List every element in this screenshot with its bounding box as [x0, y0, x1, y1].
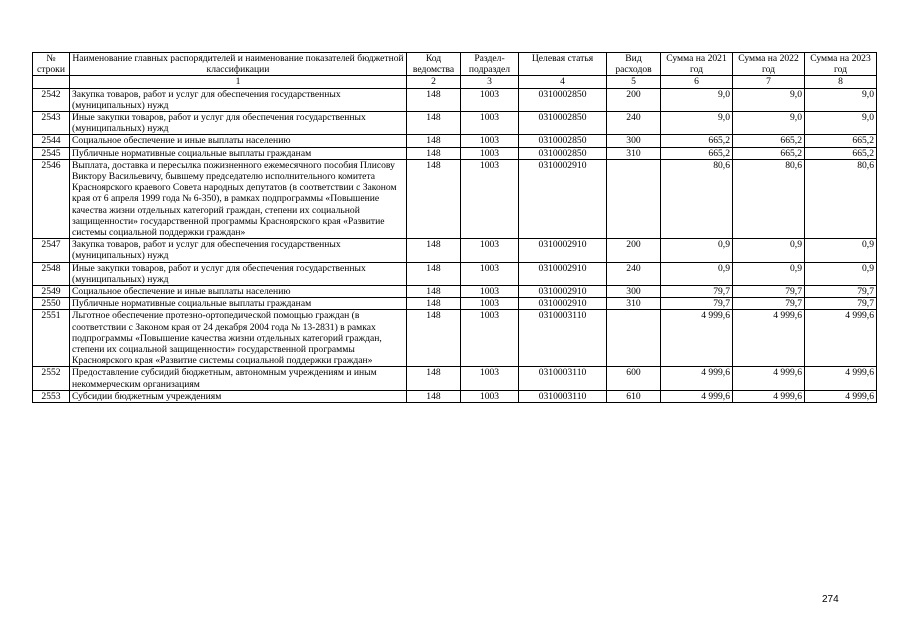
row-name-cell: Иные закупки товаров, работ и услуг для обеспечения государственных (муниципальных) нужд	[70, 262, 407, 285]
sum-2023-cell: 9,0	[805, 112, 877, 135]
sum-2023-cell: 0,9	[805, 239, 877, 262]
header-sum-2022: Сумма на 2022 год	[733, 53, 805, 76]
sum-2021-cell: 9,0	[661, 88, 733, 111]
target-article-cell: 0310002850	[519, 88, 607, 111]
department-code-cell: 148	[407, 298, 461, 310]
row-name-cell: Публичные нормативные социальные выплаты гражданам	[70, 147, 407, 159]
department-code-cell: 148	[407, 262, 461, 285]
sum-2022-cell: 0,9	[733, 262, 805, 285]
header-row-number: № строки	[33, 53, 70, 76]
sum-2022-cell: 79,7	[733, 298, 805, 310]
row-number-cell: 2548	[33, 262, 70, 285]
sum-2023-cell: 665,2	[805, 135, 877, 147]
sum-2022-cell: 79,7	[733, 286, 805, 298]
section-cell: 1003	[461, 239, 519, 262]
row-number-cell: 2550	[33, 298, 70, 310]
expense-type-cell: 300	[607, 135, 661, 147]
header-expense-type: Вид расходов	[607, 53, 661, 76]
sum-2022-cell: 0,9	[733, 239, 805, 262]
row-number-cell: 2542	[33, 88, 70, 111]
header-sum-2021: Сумма на 2021 год	[661, 53, 733, 76]
section-cell: 1003	[461, 367, 519, 390]
expense-type-cell: 300	[607, 286, 661, 298]
sum-2021-cell: 665,2	[661, 147, 733, 159]
expense-type-cell: 240	[607, 112, 661, 135]
table-row	[33, 262, 877, 285]
row-name-cell: Закупка товаров, работ и услуг для обеспечения государственных (муниципальных) нужд	[70, 88, 407, 111]
expense-type-cell	[607, 159, 661, 238]
table-row	[33, 310, 877, 367]
target-article-cell: 0310003110	[519, 367, 607, 390]
row-number-cell: 2544	[33, 135, 70, 147]
row-number-cell: 2551	[33, 310, 70, 367]
section-cell: 1003	[461, 298, 519, 310]
row-number-cell: 2543	[33, 112, 70, 135]
row-name-cell: Иные закупки товаров, работ и услуг для обеспечения государственных (муниципальных) нужд	[70, 112, 407, 135]
header-department-code: Код ведомства	[407, 53, 461, 76]
table-body	[33, 88, 877, 402]
sum-2022-cell: 4 999,6	[733, 310, 805, 367]
column-number	[33, 76, 70, 88]
section-cell: 1003	[461, 286, 519, 298]
column-number: 2	[407, 76, 461, 88]
header-section: Раздел-подраздел	[461, 53, 519, 76]
section-cell: 1003	[461, 135, 519, 147]
column-number: 3	[461, 76, 519, 88]
budget-table	[32, 52, 877, 403]
section-cell: 1003	[461, 112, 519, 135]
column-number: 5	[607, 76, 661, 88]
target-article-cell: 0310002910	[519, 159, 607, 238]
sum-2021-cell: 80,6	[661, 159, 733, 238]
column-number: 6	[661, 76, 733, 88]
row-number-cell: 2545	[33, 147, 70, 159]
row-name-cell: Льготное обеспечение протезно-ортопедической помощью граждан (в соответствии с Законом края от 24 декабря 2004 года № 13-2831) в рамках подпрограммы «Повышение качества жизни отдельных категорий граждан, степени их социальной защищенности» государственной программы Красноярского края «Развитие системы социальной поддержки граждан»	[70, 310, 407, 367]
row-number-cell: 2552	[33, 367, 70, 390]
target-article-cell: 0310002910	[519, 239, 607, 262]
sum-2022-cell: 665,2	[733, 135, 805, 147]
sum-2023-cell: 79,7	[805, 298, 877, 310]
expense-type-cell: 200	[607, 88, 661, 111]
department-code-cell: 148	[407, 239, 461, 262]
sum-2021-cell: 0,9	[661, 239, 733, 262]
sum-2023-cell: 4 999,6	[805, 390, 877, 402]
sum-2022-cell: 9,0	[733, 88, 805, 111]
table-row	[33, 135, 877, 147]
sum-2021-cell: 79,7	[661, 298, 733, 310]
table-row	[33, 390, 877, 402]
sum-2022-cell: 80,6	[733, 159, 805, 238]
department-code-cell: 148	[407, 135, 461, 147]
row-name-cell: Закупка товаров, работ и услуг для обеспечения государственных (муниципальных) нужд	[70, 239, 407, 262]
expense-type-cell: 200	[607, 239, 661, 262]
sum-2023-cell: 80,6	[805, 159, 877, 238]
target-article-cell: 0310002910	[519, 286, 607, 298]
table-row	[33, 112, 877, 135]
table-row	[33, 147, 877, 159]
expense-type-cell: 310	[607, 298, 661, 310]
target-article-cell: 0310002910	[519, 298, 607, 310]
sum-2023-cell: 9,0	[805, 88, 877, 111]
department-code-cell: 148	[407, 88, 461, 111]
sum-2022-cell: 665,2	[733, 147, 805, 159]
table-row	[33, 298, 877, 310]
section-cell: 1003	[461, 88, 519, 111]
row-number-cell: 2549	[33, 286, 70, 298]
sum-2021-cell: 4 999,6	[661, 367, 733, 390]
table-row	[33, 88, 877, 111]
sum-2022-cell: 9,0	[733, 112, 805, 135]
department-code-cell: 148	[407, 159, 461, 238]
department-code-cell: 148	[407, 112, 461, 135]
department-code-cell: 148	[407, 367, 461, 390]
target-article-cell: 0310002850	[519, 147, 607, 159]
sum-2023-cell: 79,7	[805, 286, 877, 298]
department-code-cell: 148	[407, 390, 461, 402]
sum-2023-cell: 4 999,6	[805, 310, 877, 367]
table-row	[33, 159, 877, 238]
column-number: 8	[805, 76, 877, 88]
row-name-cell: Социальное обеспечение и иные выплаты населению	[70, 286, 407, 298]
row-name-cell: Предоставление субсидий бюджетным, автономным учреждениям и иным некоммерческим организациям	[70, 367, 407, 390]
row-number-cell: 2553	[33, 390, 70, 402]
row-number-cell: 2546	[33, 159, 70, 238]
sum-2022-cell: 4 999,6	[733, 390, 805, 402]
header-sum-2023: Сумма на 2023 год	[805, 53, 877, 76]
table-row	[33, 367, 877, 390]
header-target-article: Целевая статья	[519, 53, 607, 76]
table-row	[33, 286, 877, 298]
target-article-cell: 0310002850	[519, 135, 607, 147]
table-header-row	[33, 53, 877, 76]
column-number: 1	[70, 76, 407, 88]
row-name-cell: Выплата, доставка и пересылка пожизненного ежемесячного пособия Плисову Виктору Васильевичу, бывшему председателю исполнительного комитета Красноярского краевого Совета народных депутатов (в соответствии с Законом края от 6 апреля 1999 года № 6-350), в рамках подпрограммы «Повышение качества жизни отдельных категорий граждан, степени их социальной защищенности» государственной программы Красноярского края «Развитие системы социальной поддержки граждан»	[70, 159, 407, 238]
expense-type-cell: 310	[607, 147, 661, 159]
row-name-cell: Социальное обеспечение и иные выплаты населению	[70, 135, 407, 147]
table-row	[33, 239, 877, 262]
section-cell: 1003	[461, 147, 519, 159]
sum-2021-cell: 9,0	[661, 112, 733, 135]
column-number: 7	[733, 76, 805, 88]
expense-type-cell: 240	[607, 262, 661, 285]
sum-2021-cell: 4 999,6	[661, 390, 733, 402]
row-name-cell: Субсидии бюджетным учреждениям	[70, 390, 407, 402]
department-code-cell: 148	[407, 147, 461, 159]
target-article-cell: 0310003110	[519, 390, 607, 402]
department-code-cell: 148	[407, 310, 461, 367]
column-number: 4	[519, 76, 607, 88]
expense-type-cell: 600	[607, 367, 661, 390]
section-cell: 1003	[461, 262, 519, 285]
row-number-cell: 2547	[33, 239, 70, 262]
page-number: 274	[822, 594, 839, 605]
expense-type-cell: 610	[607, 390, 661, 402]
sum-2022-cell: 4 999,6	[733, 367, 805, 390]
section-cell: 1003	[461, 159, 519, 238]
target-article-cell: 0310002910	[519, 262, 607, 285]
department-code-cell: 148	[407, 286, 461, 298]
sum-2021-cell: 0,9	[661, 262, 733, 285]
row-name-cell: Публичные нормативные социальные выплаты гражданам	[70, 298, 407, 310]
sum-2021-cell: 4 999,6	[661, 310, 733, 367]
header-name: Наименование главных распорядителей и наименование показателей бюджетной классификации	[70, 53, 407, 76]
sum-2021-cell: 665,2	[661, 135, 733, 147]
target-article-cell: 0310003110	[519, 310, 607, 367]
section-cell: 1003	[461, 390, 519, 402]
sum-2023-cell: 665,2	[805, 147, 877, 159]
sum-2023-cell: 0,9	[805, 262, 877, 285]
sum-2021-cell: 79,7	[661, 286, 733, 298]
target-article-cell: 0310002850	[519, 112, 607, 135]
table-column-numbers-row	[33, 76, 877, 88]
sum-2023-cell: 4 999,6	[805, 367, 877, 390]
expense-type-cell	[607, 310, 661, 367]
section-cell: 1003	[461, 310, 519, 367]
